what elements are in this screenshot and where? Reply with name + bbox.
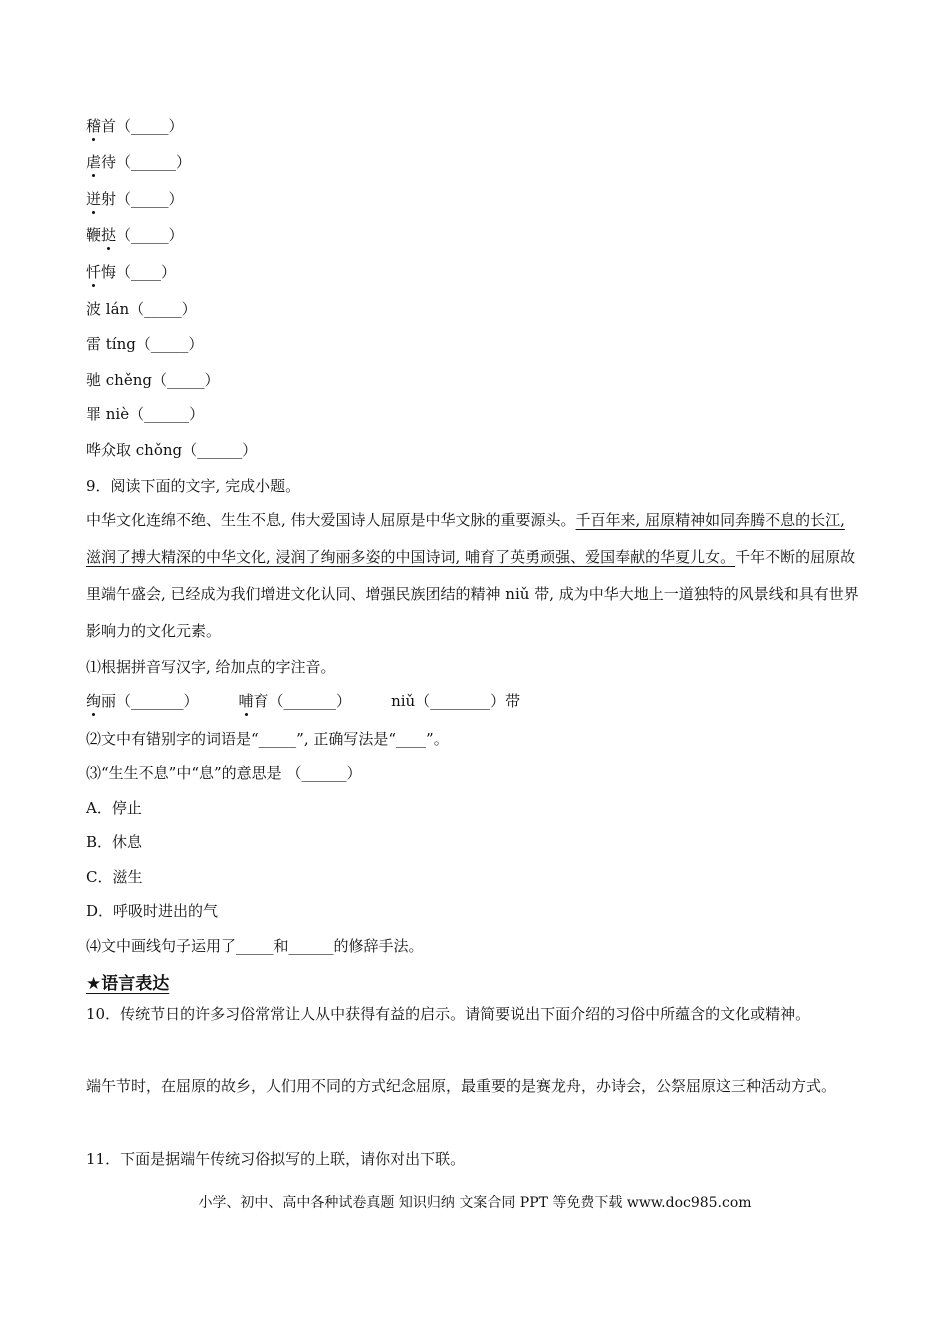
- option-b: B．休息: [86, 833, 143, 851]
- vocab-item: 稽首（_____）: [86, 117, 184, 135]
- page-footer: 小学、初中、高中各种试卷真题 知识归纳 文案合同 PPT 等免费下载 www.doc985.com: [198, 1195, 752, 1211]
- vocab-item: 罪 niè（______）: [86, 405, 205, 423]
- question-9-sub4: ⑷文中画线句子运用了_____和______的修辞手法。: [86, 937, 424, 955]
- question-9-sub1-blanks: 绚丽（_______） 哺育（_______） niǔ（________）带: [86, 692, 521, 710]
- question-9-sub3: ⑶“生生不息”中“息”的意思是 （______）: [86, 764, 362, 782]
- underlined-sentence: 千百年来, 屈原精神如同奔腾不息的长江, 滋润了搏大精深的中华文化, 浸润了绚丽多姿的中国诗词, 哺育了英勇顽强、爱国奉献的华夏儿女。: [86, 511, 845, 566]
- vocab-item: 哗众取 chǒng（______）: [86, 441, 258, 459]
- vocab-item: 驰 chěng（_____）: [86, 371, 220, 389]
- option-a: A．停止: [86, 799, 142, 817]
- vocab-item: 雷 tíng（_____）: [86, 335, 204, 353]
- question-10-body: 端午节时，在屈原的故乡，人们用不同的方式纪念屈原，最重要的是赛龙舟，办诗会，公祭屈原这三种活动方式。: [86, 1077, 837, 1095]
- vocab-item: 忏悔（____）: [86, 263, 177, 281]
- question-9-title: 9．阅读下面的文字, 完成小题。: [86, 477, 301, 495]
- question-9-passage: 中华文化连绵不绝、生生不息, 伟大爱国诗人屈原是中华文脉的重要源头。千百年来, 屈原精神如同奔腾不息的长江, 滋润了搏大精深的中华文化, 浸润了绚丽多姿的中国诗词, 哺育了英勇顽强、爱国奉献的华夏儿女。千年不断的屈原故里端午盛会, 已经成为我们增进文化认同、增强民族团结的精神 niǔ 带, 成为中华大地上一道独特的风景线和具有世界影响力的文化元素。: [86, 511, 859, 640]
- vocab-item: 虐待（______）: [86, 153, 192, 171]
- option-d: D．呼吸时进出的气: [86, 902, 219, 920]
- vocab-item: 波 lán（_____）: [86, 300, 197, 318]
- section-heading: ★语言表达: [86, 974, 170, 994]
- option-c: C．滋生: [86, 868, 143, 886]
- question-9-sub1: ⑴根据拼音写汉字, 给加点的字注音。: [86, 658, 336, 676]
- vocab-item: 鞭挞（_____）: [86, 226, 184, 244]
- vocab-item: 迸射（_____）: [86, 190, 184, 208]
- question-9-sub2: ⑵文中有错别字的词语是“_____”, 正确写法是“____”。: [86, 730, 449, 748]
- question-10-title: 10．传统节日的许多习俗常常让人从中获得有益的启示。请简要说出下面介绍的习俗中所蕴含的文化或精神。: [86, 1005, 811, 1023]
- question-11-title: 11．下面是据端午传统习俗拟写的上联，请你对出下联。: [86, 1150, 466, 1168]
